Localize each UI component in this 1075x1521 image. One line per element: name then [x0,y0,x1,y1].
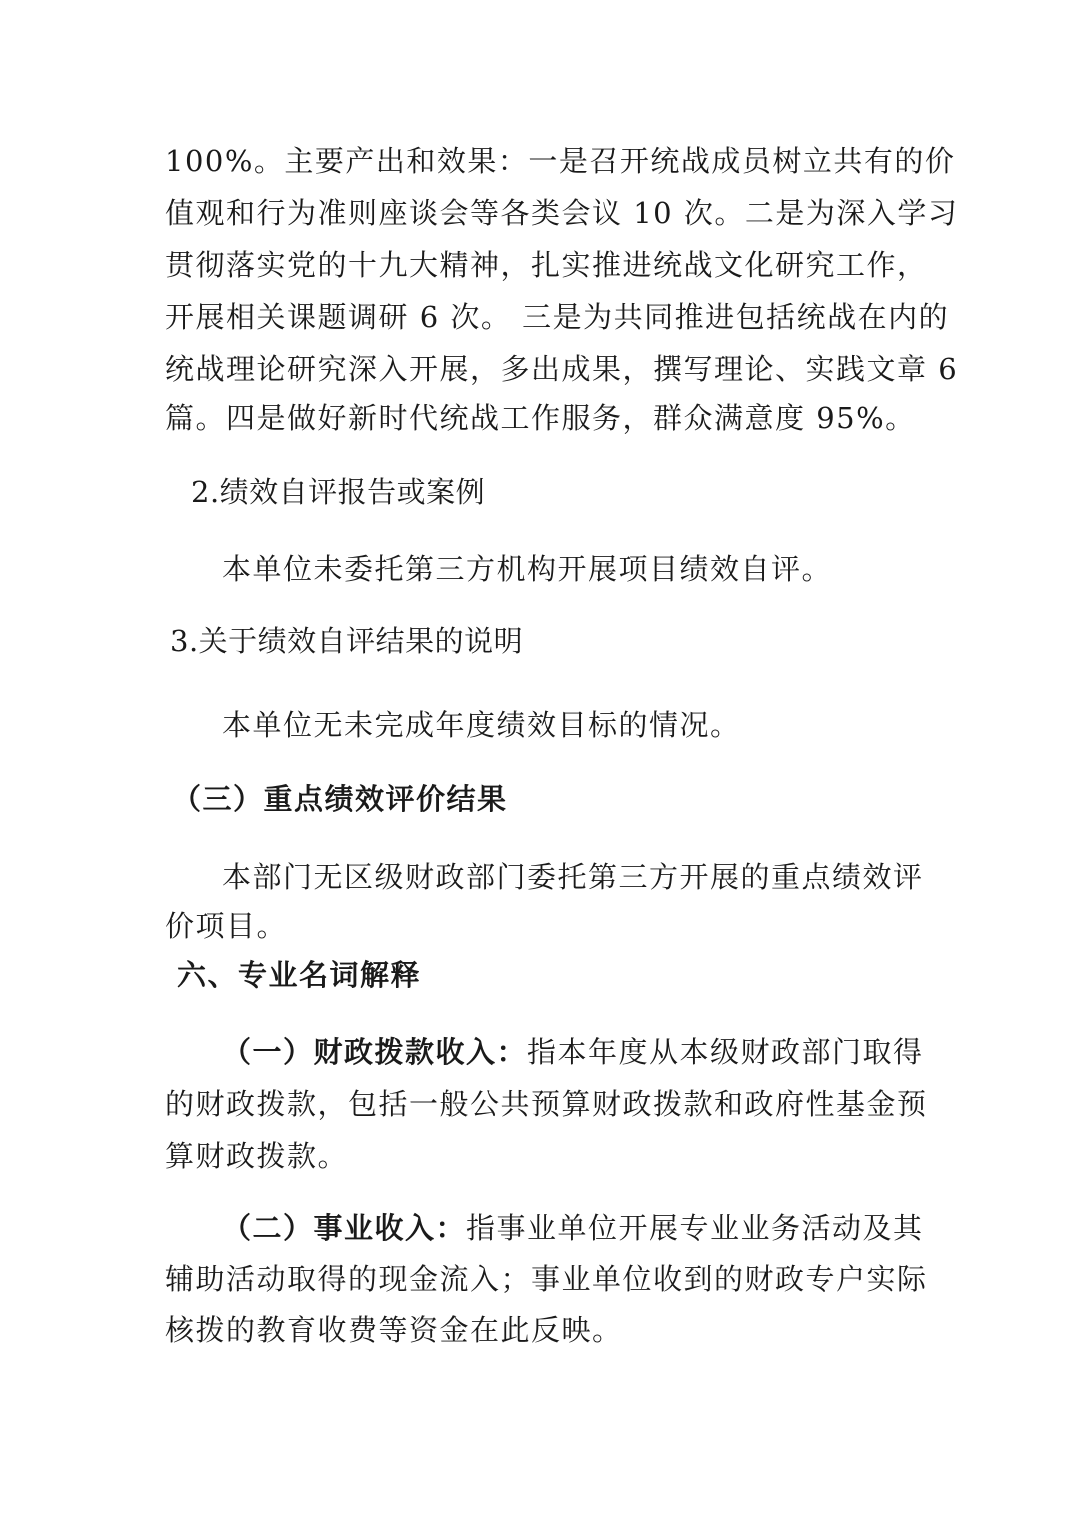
term-2-line-3: 核拨的教育收费等资金在此反映。 [165,1313,623,1347]
outputs-line-3: 贯彻落实党的十九大精神，扎实推进统战文化研究工作， [165,248,928,282]
term-1-label: （一）财政拨款收入： [222,1035,528,1069]
term-1-line-3: 算财政拨款。 [165,1139,349,1173]
key-eval-line-2: 价项目。 [165,909,288,943]
outputs-line-4: 开展相关课题调研 6 次。 三是为共同推进包括统战在内的 [165,300,950,334]
term-2-definition-start: 指事业单位开展专业业务活动及其 [466,1211,924,1245]
outputs-line-6: 篇。四是做好新时代统战工作服务，群众满意度 95%。 [165,401,916,435]
outputs-line-5: 统战理论研究深入开展，多出成果，撰写理论、实践文章 6 [165,352,959,386]
term-1-line-2: 的财政拨款，包括一般公共预算财政拨款和政府性基金预 [165,1087,928,1121]
term-1-line-1 [222,1032,924,1072]
section-2-body: 本单位未委托第三方机构开展项目绩效自评。 [222,552,833,586]
section-2-heading: 2.绩效自评报告或案例 [191,475,486,509]
term-2-line-1 [222,1208,924,1248]
section-3-body: 本单位无未完成年度绩效目标的情况。 [222,708,741,742]
key-eval-heading: （三）重点绩效评价结果 [172,782,508,816]
term-2-label: （二）事业收入： [222,1211,467,1245]
term-1-definition-start: 指本年度从本级财政部门取得 [527,1035,924,1069]
section-3-heading: 3.关于绩效自评结果的说明 [170,624,524,658]
outputs-line-1: 100%。主要产出和效果：一是召开统战成员树立共有的价 [165,144,956,178]
key-eval-line-1: 本部门无区级财政部门委托第三方开展的重点绩效评 [222,860,924,894]
term-2-line-2: 辅助活动取得的现金流入；事业单位收到的财政专户实际 [165,1262,928,1296]
outputs-line-2: 值观和行为准则座谈会等各类会议 10 次。二是为深入学习 [165,196,959,230]
section-six-heading: 六、专业名词解释 [177,958,422,992]
